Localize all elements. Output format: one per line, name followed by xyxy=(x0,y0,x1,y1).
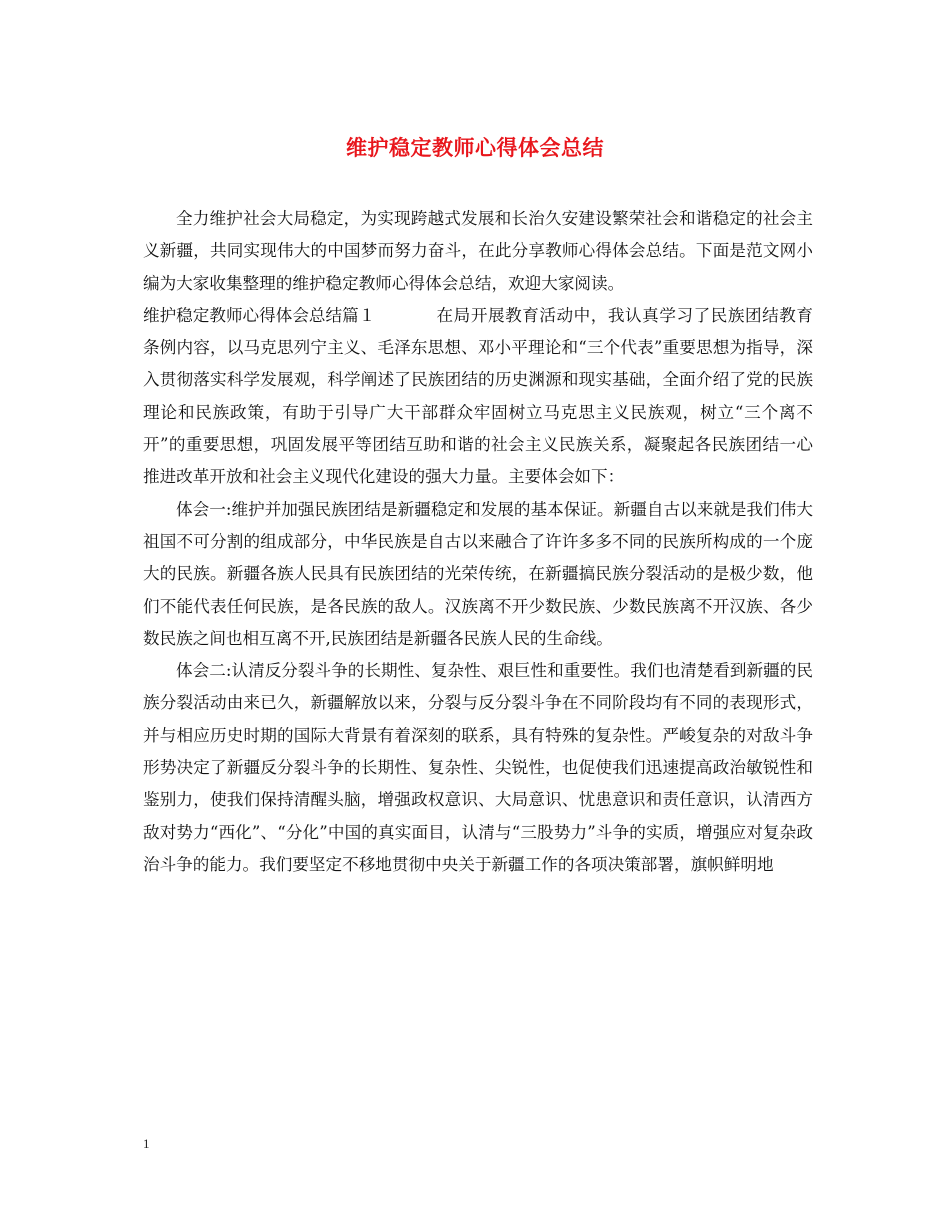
section-paragraph xyxy=(143,300,813,494)
intro-paragraph: 全力维护社会大局稳定，为实现跨越式发展和长治久安建设繁荣社会和谐稳定的社会主义新疆，共同实现伟大的中国梦而努力奋斗，在此分享教师心得体会总结。下面是范文网小编为大家收集整理的维护稳定教师心得体会总结，欢迎大家阅读。 xyxy=(143,209,813,293)
document-title: 维护稳定教师心得体会总结 xyxy=(346,135,604,160)
document-body xyxy=(143,203,813,881)
section-text: 在局开展教育活动中，我认真学习了民族团结教育条例内容，以马克思列宁主义、毛泽东思想、邓小平理论和“三个代表”重要思想为指导，深入贯彻落实科学发展观，科学阐述了民族团结的历史渊源和现实基础，全面介绍了党的民族理论和民族政策，有助于引导广大干部群众牢固树立马克思主义民族观，树立“三个离不开”的重要思想，巩固发展平等团结互助和谐的社会主义民族关系，凝聚起各民族团结一心推进改革开放和社会主义现代化建设的强大力量。主要体会如下： xyxy=(143,305,813,487)
body-paragraph-2: 体会二:认清反分裂斗争的长期性、复杂性、艰巨性和重要性。我们也清楚看到新疆的民族分裂活动由来已久，新疆解放以来，分裂与反分裂斗争在不同阶段均有不同的表现形式，并与相应历史时期的国际大背景有着深刻的联系，具有特殊的复杂性。严峻复杂的对敌斗争形势决定了新疆反分裂斗争的长期性、复杂性、尖锐性，也促使我们迅速提高政治敏锐性和鉴别力，使我们保持清醒头脑，增强政权意识、大局意识、忧患意识和责任意识，认清西方敌对势力“西化”、“分化”中国的真实面目，认清与“三股势力”斗争的实质，增强应对复杂政治斗争的能力。我们要坚定不移地贯彻中央关于新疆工作的各项决策部署，旗帜鲜明地 xyxy=(143,661,813,874)
page-number: 1 xyxy=(143,1136,150,1151)
body-paragraph-1: 体会一:维护并加强民族团结是新疆稳定和发展的基本保证。新疆自古以来就是我们伟大祖国不可分割的组成部分，中华民族是自古以来融合了许许多多不同的民族所构成的一个庞大的民族。新疆各族人民具有民族团结的光荣传统，在新疆搞民族分裂活动的是极少数，他们不能代表任何民族，是各民族的敌人。汉族离不开少数民族、少数民族离不开汉族、各少数民族之间也相互离不开,民族团结是新疆各民族人民的生命线。 xyxy=(143,499,813,648)
section-heading: 维护稳定教师心得体会总结篇１ xyxy=(143,305,376,325)
